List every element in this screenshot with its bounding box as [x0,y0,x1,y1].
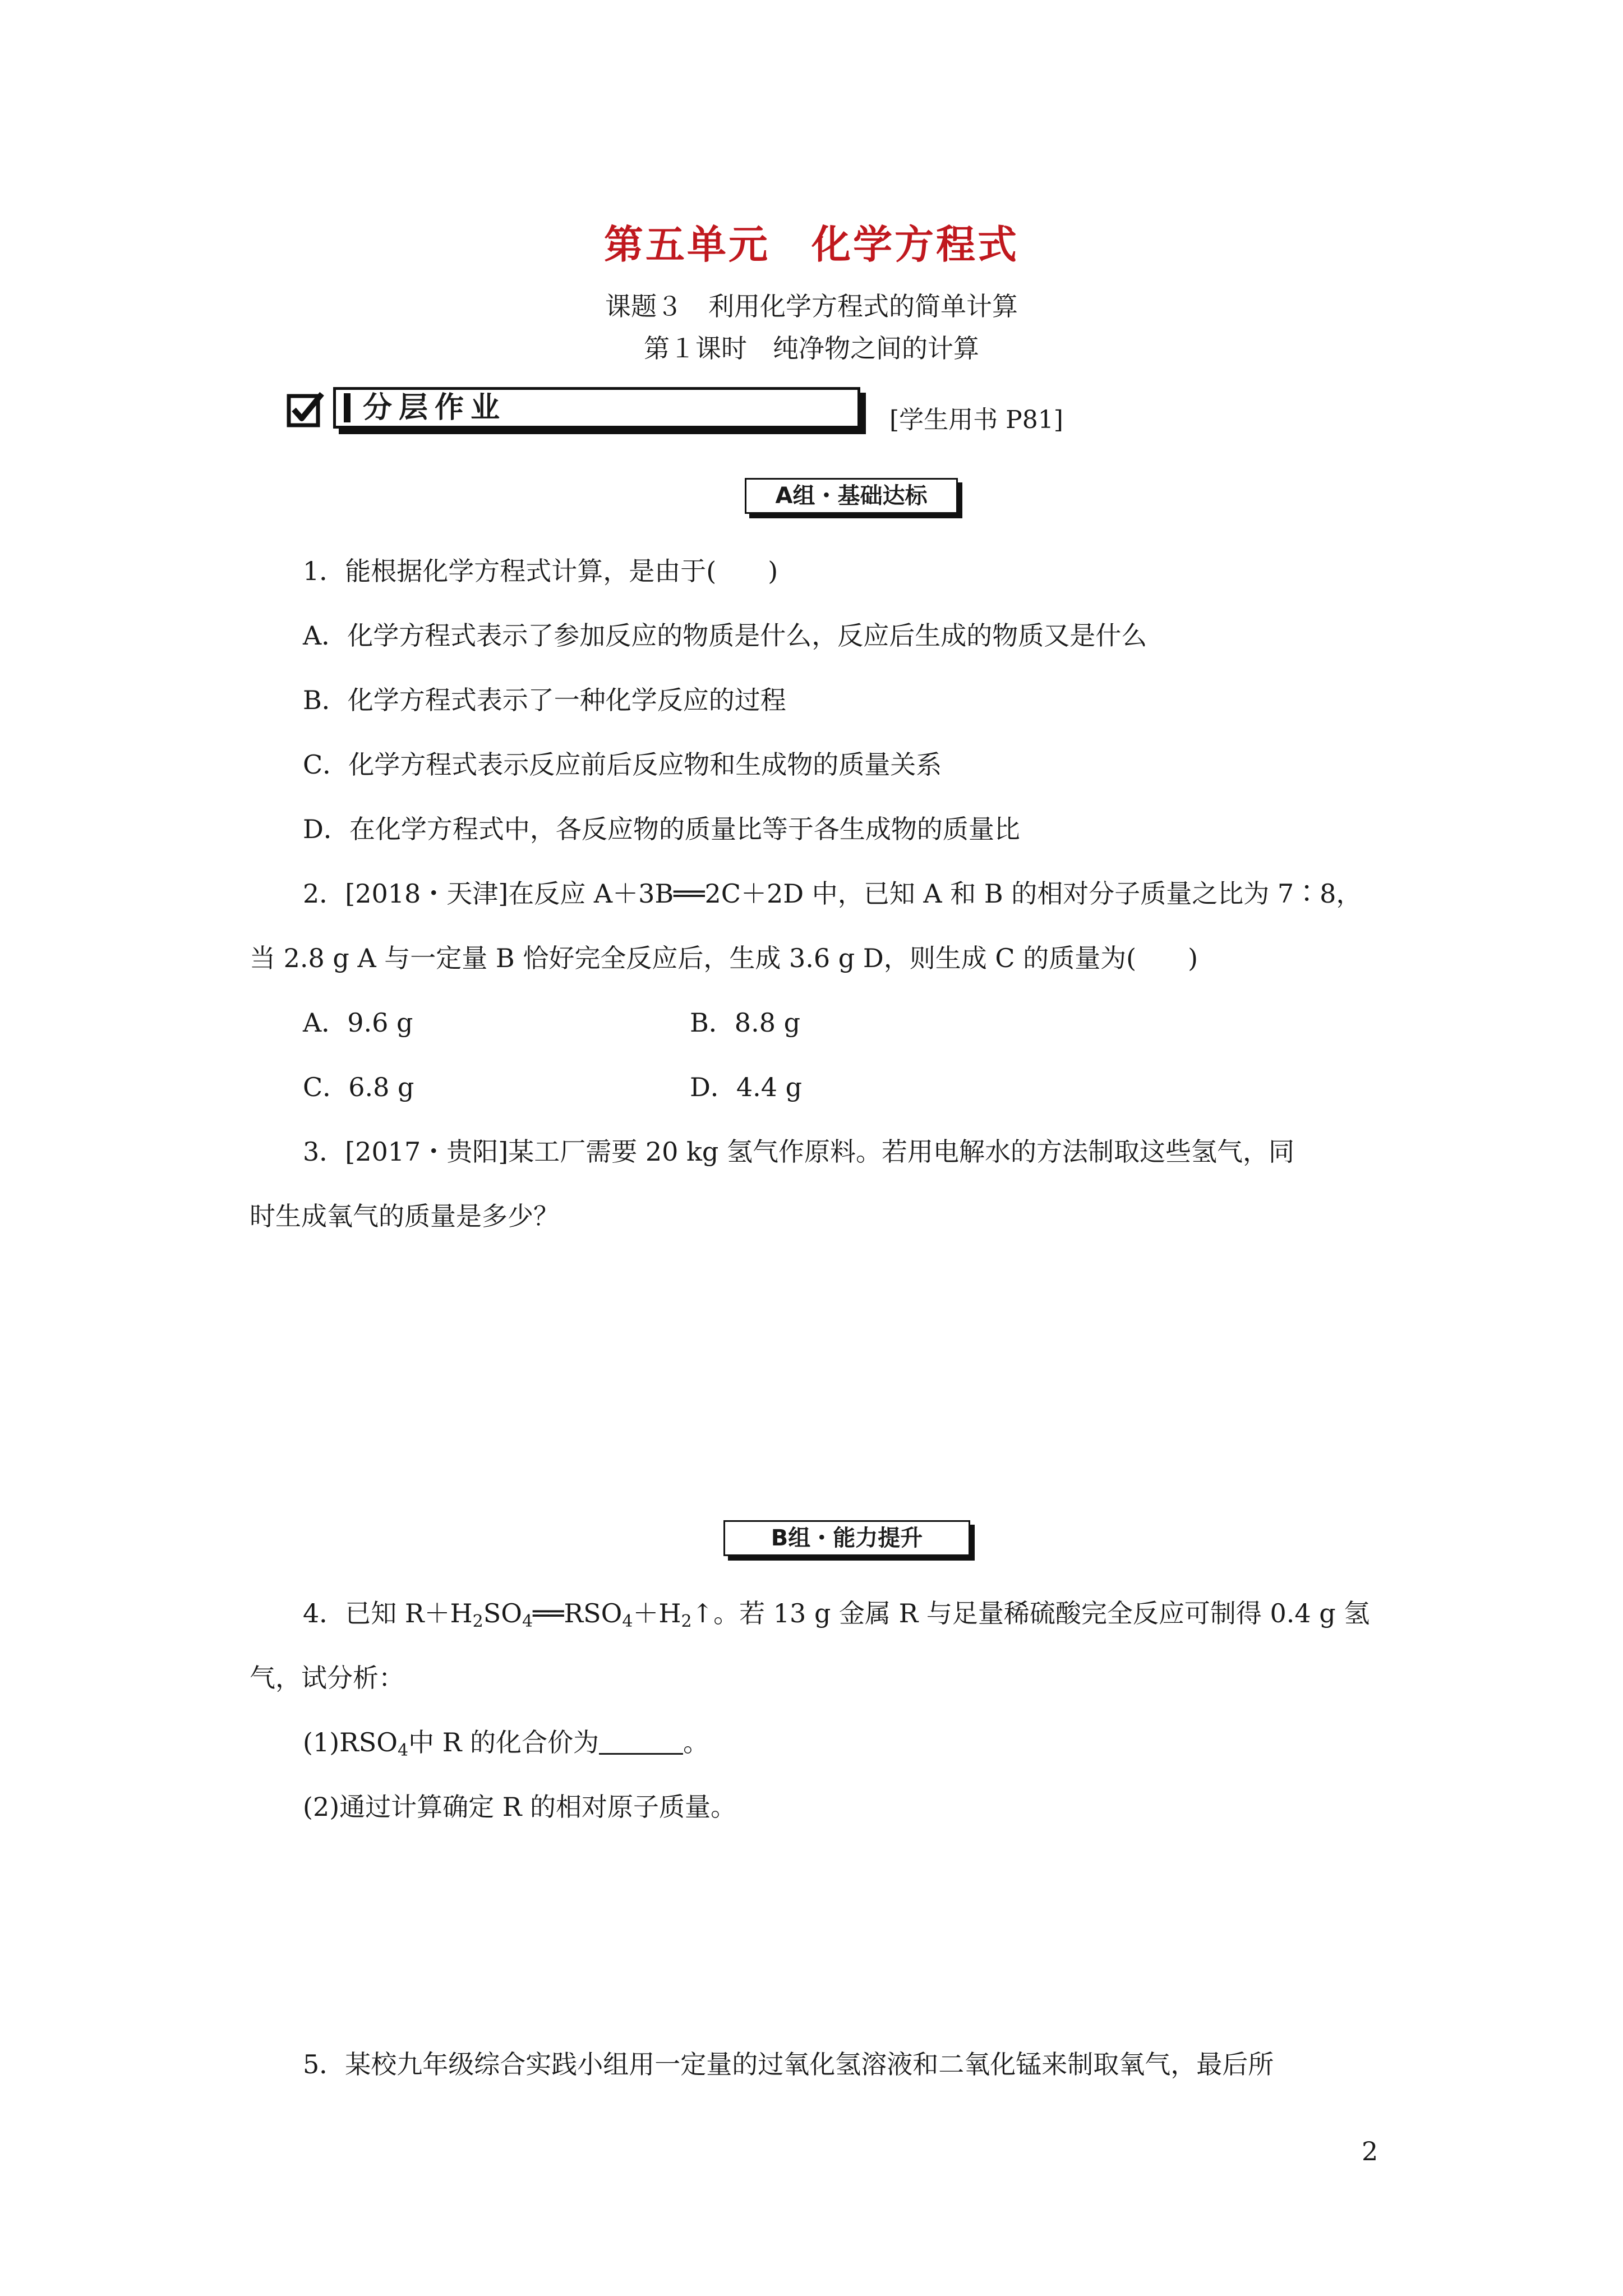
q4-part1-end: 。 [683,1727,709,1757]
checkbox-check-icon [286,390,325,430]
period-title: 第１课时 纯净物之间的计算 [644,333,979,364]
group-a-tag: A组・基础达标 [745,478,958,514]
q4-intro-suffix: ↑。若 13 g 金属 R 与足量稀硫酸完全反应可制得 0.4 g 氢 [691,1598,1370,1628]
q4-intro-mid1: SO [483,1598,522,1628]
page-number: 2 [1362,2136,1378,2166]
badge-box [333,387,860,429]
q1-option-d: D．在化学方程式中，各反应物的质量比等于各生成物的质量比 [303,814,1020,844]
q4-part1-suffix: 中 R 的化合价为 [408,1727,600,1757]
q4-sub-2a: 2 [472,1612,483,1631]
q1-option-b: B．化学方程式表示了一种化学反应的过程 [303,685,786,715]
q5-line1: 5．某校九年级综合实践小组用一定量的过氧化氢溶液和二氧化锰来制取氧气，最后所 [303,2049,1274,2079]
answer-blank[interactable] [599,1731,683,1755]
badge-bar [344,393,351,422]
q2-option-a: A．9.6 g [303,1007,413,1038]
unit-title: 第五单元 化学方程式 [604,222,1019,268]
q2-line1: 2．[2018・天津]在反应 A＋3B══2C＋2D 中，已知 A 和 B 的相对分子质量之比为 7∶8， [303,878,1362,909]
q4-part1-prefix: (1)RSO [303,1727,398,1757]
q4-intro-prefix: 4．已知 R＋H [303,1598,473,1628]
q4-sub-4b: 4 [622,1612,633,1631]
q4-sub-4a: 4 [522,1612,533,1631]
q4-part1-sub: 4 [398,1741,409,1760]
group-b-tag: B组・能力提升 [723,1520,970,1556]
lesson-title: 课题３ 利用化学方程式的简单计算 [605,291,1018,321]
q4-sub-2b: 2 [681,1612,692,1631]
q2-option-d: D．4.4 g [690,1072,803,1102]
q2-option-b: B．8.8 g [690,1007,801,1038]
q4-intro [303,1596,1370,1630]
q4-intro-mid3: ＋H [633,1598,681,1628]
q4-part1 [303,1726,709,1759]
badge-label: 分层作业 [363,391,507,425]
q2-line2: 当 2.8 g A 与一定量 B 恰好完全反应后，生成 3.6 g D，则生成 C 的质量为( ) [250,943,1198,973]
q3-line1: 3．[2017・贵阳]某工厂需要 20 kg 氢气作原料。若用电解水的方法制取这些氢气，同 [303,1137,1294,1167]
q2-option-c: C．6.8 g [303,1072,414,1102]
badge-reference: [学生用书 P81] [889,406,1063,434]
q3-line2: 时生成氧气的质量是多少？ [250,1201,559,1231]
q1-option-c: C．化学方程式表示反应前后反应物和生成物的质量关系 [303,749,942,780]
q1-stem: 1．能根据化学方程式计算，是由于( ) [303,556,778,586]
q4-part2: (2)通过计算确定 R 的相对原子质量。 [303,1792,737,1822]
q4-intro-mid2: ══RSO [533,1598,623,1628]
q4-line2: 气，试分析： [250,1663,404,1693]
q1-option-a: A．化学方程式表示了参加反应的物质是什么，反应后生成的物质又是什么 [303,620,1147,651]
